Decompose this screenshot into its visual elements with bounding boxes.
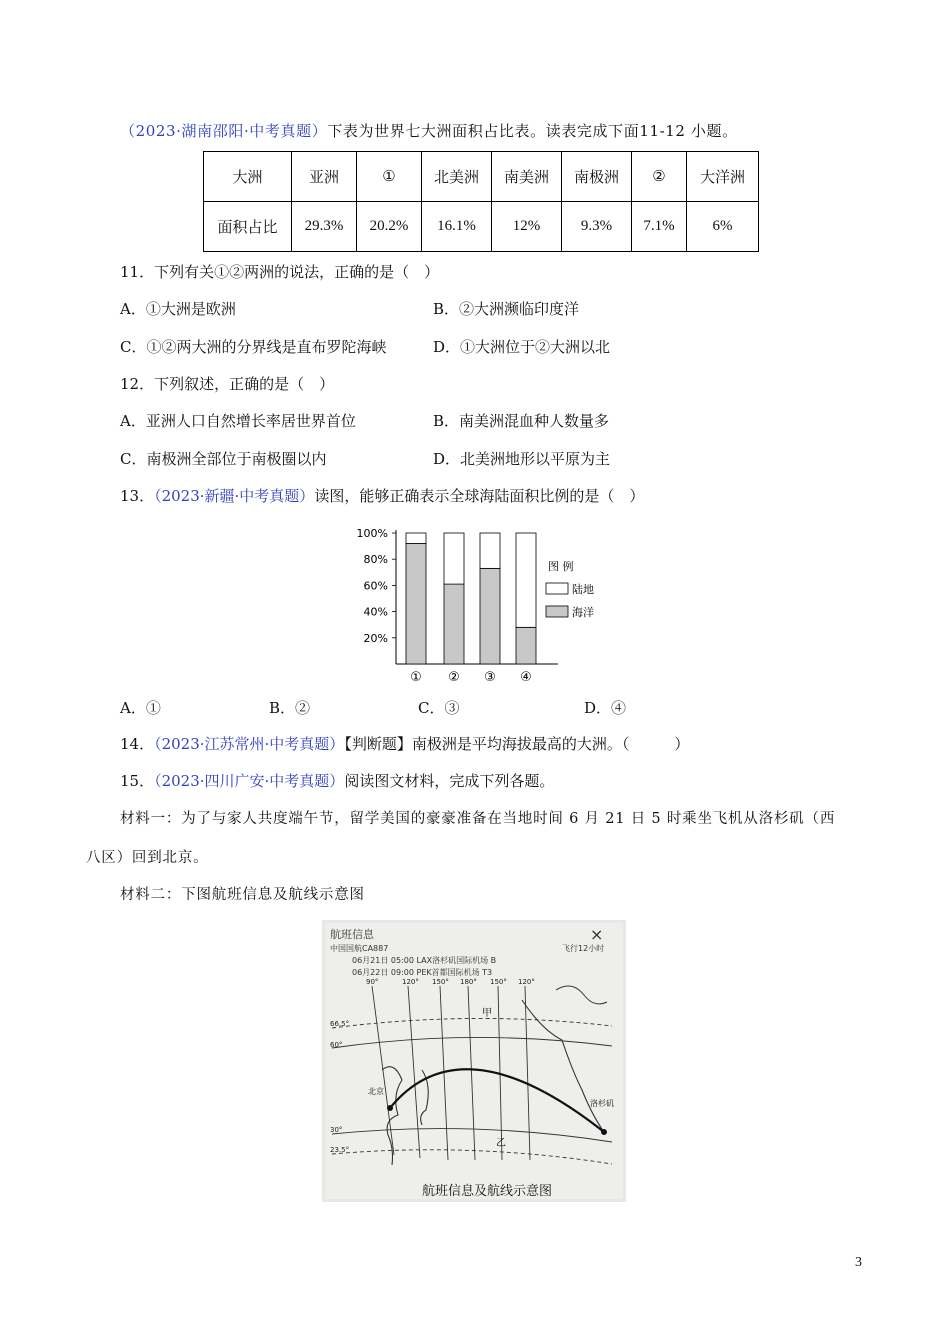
intro-text: 下表为世界七大洲面积占比表。读表完成下面11-12 小题。 — [327, 122, 738, 140]
y-tick-label: 20% — [363, 631, 388, 645]
table-header-row — [204, 152, 759, 202]
table-cell: 29.3% — [292, 202, 357, 252]
q13-option-a: A．① — [120, 699, 161, 717]
table-cell: 大洋洲 — [687, 152, 759, 202]
continent-area-table — [203, 151, 759, 252]
la-label: 洛杉矶 — [590, 1099, 614, 1108]
x-category-label: ③ — [484, 670, 496, 685]
material1-line1: 材料一：为了与家人共度端午节，留学美国的豪豪准备在当地时间 6 月 21 日 5 时乘坐飞机从洛杉矶（西 — [120, 811, 836, 827]
beijing-label: 北京 — [368, 1087, 384, 1096]
y-tick-label: 40% — [363, 605, 388, 619]
close-icon: × — [590, 925, 604, 944]
map-departure: 06月21日 05:00 LAX洛杉矶国际机场 B — [352, 956, 497, 965]
table-cell: 南美洲 — [492, 152, 562, 202]
map-header: 航班信息 — [330, 928, 374, 941]
table-cell: 12% — [492, 202, 562, 252]
legend-title: 图 例 — [548, 560, 574, 573]
q13-source: （2023·新疆·中考真题） — [154, 487, 315, 505]
map-airline: 中国国航CA887 — [330, 944, 389, 953]
q11-option-c: C．①②两大洲的分界线是直布罗陀海峡 — [120, 338, 387, 356]
table-cell: 大洲 — [204, 152, 292, 202]
q14-source: （2023·江苏常州·中考真题） — [154, 735, 345, 753]
q13-text: 读图，能够正确表示全球海陆面积比例的是（ ） — [314, 487, 645, 505]
q13-option-d: D．④ — [584, 699, 627, 717]
table-cell: 16.1% — [422, 202, 492, 252]
q12-option-c: C．南极洲全部位于南极圈以内 — [120, 450, 327, 468]
y-tick-label: 100% — [356, 527, 388, 540]
table-data-row — [204, 202, 759, 252]
ocean-bar-1 — [406, 543, 426, 664]
q13-stem — [120, 486, 644, 506]
lon-label: 150° — [432, 978, 449, 986]
beijing-dot — [387, 1105, 393, 1111]
lon-label: 120° — [402, 978, 419, 986]
q12-stem: 12．下列叙述，正确的是（ ） — [120, 375, 335, 393]
lon-label: 150° — [490, 978, 507, 986]
lat-label: 60° — [330, 1041, 343, 1049]
table-cell: 9.3% — [562, 202, 632, 252]
q11-option-a: A．①大洲是欧洲 — [120, 300, 236, 318]
table-cell: 亚洲 — [292, 152, 357, 202]
material2-line: 材料二：下图航班信息及航线示意图 — [120, 887, 365, 903]
x-category-label: ④ — [520, 670, 532, 685]
q15-text: 阅读图文材料，完成下列各题。 — [344, 772, 555, 790]
land-bar-2 — [444, 533, 464, 584]
table-cell: 6% — [687, 202, 759, 252]
lat-label: 66.5° — [330, 1020, 350, 1028]
table-cell: 面积占比 — [204, 202, 292, 252]
q12-option-b: B．南美洲混血种人数量多 — [433, 412, 610, 430]
q11-option-b: B．②大洲濒临印度洋 — [433, 300, 580, 318]
lat-label: 30° — [330, 1126, 343, 1134]
table-cell: 20.2% — [357, 202, 422, 252]
ocean-bar-2 — [444, 584, 464, 664]
lon-label: 180° — [460, 978, 477, 986]
legend-swatch-ocean — [546, 606, 568, 617]
y-tick-label: 60% — [363, 579, 388, 593]
flight-route-map — [322, 920, 626, 1202]
q12-option-a: A．亚洲人口自然增长率居世界首位 — [120, 412, 356, 430]
q12-option-d: D．北美洲地形以平原为主 — [433, 450, 611, 468]
table-cell: 北美洲 — [422, 152, 492, 202]
lon-label: 90° — [366, 978, 379, 986]
land-bar-1 — [406, 533, 426, 543]
lat-label: 23.5° — [330, 1146, 350, 1154]
table-cell: ① — [357, 152, 422, 202]
x-category-label: ② — [448, 670, 460, 685]
q13-option-b: B．② — [269, 699, 311, 717]
q15-source: （2023·四川广安·中考真题） — [154, 772, 345, 790]
q14-text: 【判断题】南极洲是平均海拔最高的大洲。（ ） — [344, 735, 690, 753]
material1-line2: 八区）回到北京。 — [86, 850, 209, 866]
q11-option-d: D．①大洲位于②大洲以北 — [433, 338, 611, 356]
q14-stem — [120, 734, 689, 754]
lon-label: 120° — [518, 978, 535, 986]
q13-number: 13． — [120, 487, 155, 505]
sea-land-ratio-chart — [348, 520, 608, 690]
y-tick-label: 80% — [363, 553, 388, 567]
x-category-label: ① — [410, 670, 422, 685]
table-cell: ② — [632, 152, 687, 202]
legend-label-land: 陆地 — [572, 583, 594, 596]
legend-swatch-land — [546, 583, 568, 594]
intro-line — [120, 121, 738, 141]
map-caption: 航班信息及航线示意图 — [422, 1184, 553, 1199]
table-cell: 南极洲 — [562, 152, 632, 202]
intro-source: （2023·湖南邵阳·中考真题） — [120, 122, 328, 140]
q15-number: 15． — [120, 772, 155, 790]
map-duration: 飞行12小时 — [562, 944, 605, 953]
la-dot — [601, 1129, 607, 1135]
ocean-bar-4 — [516, 627, 536, 664]
q15-stem — [120, 771, 554, 791]
q11-stem: 11．下列有关①②两洲的说法，正确的是（ ） — [120, 263, 440, 281]
ocean-bar-3 — [480, 568, 500, 664]
point-jia-label: 甲 — [482, 1008, 492, 1019]
legend-label-ocean: 海洋 — [572, 606, 594, 619]
map-arrival: 06月22日 09:00 PEK首都国际机场 T3 — [352, 968, 493, 977]
q13-option-c: C．③ — [418, 699, 460, 717]
land-bar-4 — [516, 533, 536, 627]
table-cell: 7.1% — [632, 202, 687, 252]
q14-number: 14． — [120, 735, 155, 753]
land-bar-3 — [480, 533, 500, 568]
page-number: 3 — [855, 1255, 862, 1270]
point-yi-label: 乙 — [496, 1138, 506, 1149]
